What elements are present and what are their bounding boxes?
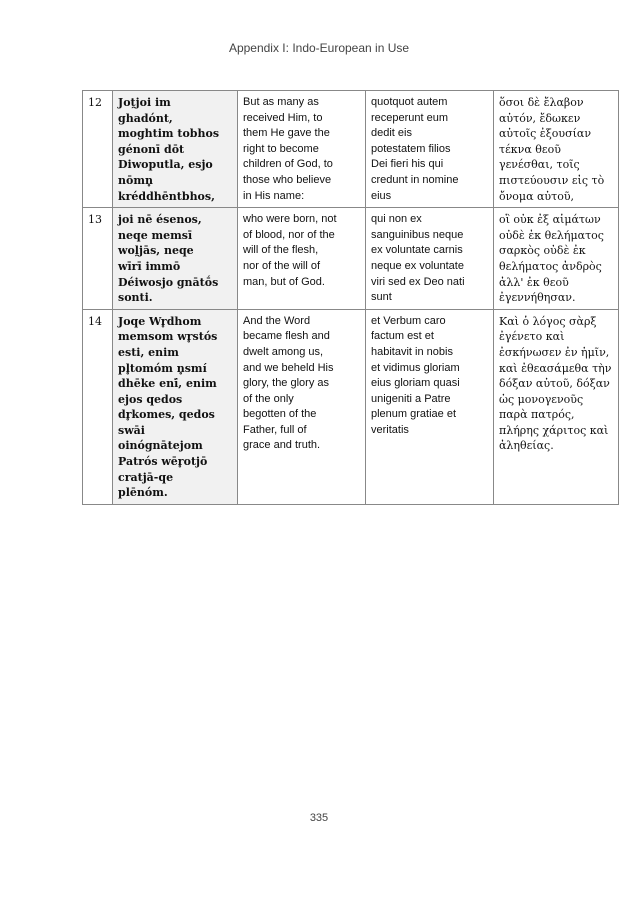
verse-number: 12 — [83, 91, 113, 208]
text-line: quotquot autem — [371, 96, 448, 108]
text-line: αὐτόν, ἔδωκεν — [499, 111, 581, 125]
text-line: swāi — [118, 423, 145, 437]
greek-text-cell — [494, 208, 619, 310]
text-line: memsom wr̥stós — [118, 330, 218, 344]
text-line: unigeniti a Patre — [371, 392, 451, 405]
text-line: right to become — [243, 142, 319, 155]
text-line: Déiwosjo gnātṓs — [118, 275, 219, 289]
greek-text-cell — [494, 91, 619, 208]
text-line: sanguinibus neque — [371, 228, 464, 241]
text-line: ἀλλ' ἐκ θεοῦ — [499, 275, 569, 289]
text-line: πιστεύουσιν εἰς τὸ — [499, 173, 605, 187]
text-line: eius — [371, 189, 392, 202]
text-line: ἐσκήνωσεν ἐν ἡμῖν, — [499, 345, 610, 359]
table-row — [83, 208, 619, 310]
translation-table-body — [83, 91, 619, 505]
text-line: oinógnātejom — [118, 439, 203, 453]
text-line: génonī dōt — [118, 142, 185, 156]
text-line: Diwoputla, esjo — [118, 158, 213, 172]
text-line: οἳ οὐκ ἐξ αἱμάτων — [499, 213, 601, 227]
text-line: cratjā-qe — [118, 470, 174, 484]
text-line: esti, enim — [118, 345, 179, 359]
english-text-cell — [238, 208, 366, 310]
pie-text-cell — [113, 309, 238, 504]
text-line: Patrós wēr̥otjō — [118, 455, 208, 469]
text-line: viri sed ex Deo nati — [371, 275, 465, 288]
text-line: kréddhēntbhos, — [118, 189, 215, 203]
latin-text-cell — [366, 309, 494, 504]
text-line: those who believe — [243, 173, 332, 186]
text-line: ἐγένετο καὶ — [499, 330, 565, 344]
text-line: receperunt eum — [371, 111, 449, 124]
table-row — [83, 309, 619, 504]
text-line: credunt in nomine — [371, 173, 459, 186]
text-line: σαρκὸς οὐδὲ ἐκ — [499, 244, 586, 258]
text-line: wīrī immō — [118, 259, 181, 273]
text-line: et Verbum caro — [371, 314, 446, 327]
text-line: τέκνα θεοῦ — [499, 142, 561, 156]
english-text-cell — [238, 309, 366, 504]
text-line: ὡς μονογενοῦς — [499, 392, 584, 406]
text-line: πλήρης χάριτος καὶ — [499, 423, 609, 437]
text-line: glory, the glory as — [243, 377, 330, 390]
text-line: and we beheld His — [243, 361, 334, 374]
text-line: Father, full of — [243, 423, 307, 436]
page-header: Appendix I: Indo-European in Use — [228, 41, 410, 55]
text-line: et vidimus gloriam — [371, 361, 460, 374]
text-line: ἐγεννήθησαν. — [499, 291, 576, 305]
text-line: nor of the will of — [243, 259, 321, 272]
text-line: wol̯jās, neqe — [118, 244, 194, 258]
text-line: sunt — [371, 291, 392, 304]
latin-text-cell — [366, 91, 494, 208]
text-line: θελήματος ἀνδρὸς — [499, 259, 602, 273]
text-line: Joqe Wr̥dhom — [118, 314, 202, 328]
text-line: ghadónt, — [118, 111, 173, 125]
text-line: veritatis — [371, 423, 409, 436]
text-line: dr̥komes, qedos — [118, 408, 215, 422]
text-line: plenum gratiae et — [371, 408, 456, 421]
text-line: καὶ ἐθεασάμεθα τὴν — [499, 361, 612, 375]
text-line: children of God, to — [243, 158, 333, 171]
text-line: αὐτοῖς ἐξουσίαν — [499, 127, 592, 141]
text-line: ex voluntate carnis — [371, 244, 463, 257]
text-line: plēnóm. — [118, 486, 168, 500]
text-line: γενέσθαι, τοῖς — [499, 158, 580, 172]
table-row — [83, 91, 619, 208]
verse-number: 14 — [83, 309, 113, 504]
english-text-cell — [238, 91, 366, 208]
pie-text-cell — [113, 208, 238, 310]
text-line: Dei fieri his qui — [371, 158, 444, 171]
greek-text-cell — [494, 309, 619, 504]
text-line: joi nē ésenos, — [118, 213, 202, 227]
text-line: ὅσοι δὲ ἔλαβον — [499, 96, 584, 109]
text-line: nōmn̥ — [118, 173, 153, 187]
text-line: received Him, to — [243, 111, 323, 124]
text-line: Jot̯joi im — [118, 96, 171, 109]
text-line: qui non ex — [371, 213, 422, 226]
verse-number: 13 — [83, 208, 113, 310]
text-line: dhēke enī́, enim — [118, 377, 217, 391]
translation-table — [82, 90, 619, 505]
text-line: them He gave the — [243, 127, 330, 140]
text-line: sonti. — [118, 291, 153, 305]
text-line: παρὰ πατρός, — [499, 408, 575, 422]
text-line: moghtim tobhos — [118, 127, 220, 141]
text-line: And the Word — [243, 314, 311, 327]
text-line: of blood, nor of the — [243, 228, 335, 241]
text-line: dwelt among us, — [243, 345, 324, 358]
text-line: who were born, not — [243, 213, 337, 226]
text-line: will of the flesh, — [243, 244, 319, 257]
page-number: 335 — [309, 812, 329, 824]
text-line: ὄνομα αὐτοῦ, — [499, 189, 575, 203]
text-line: neqe memsī — [118, 228, 193, 242]
text-line: But as many as — [243, 96, 319, 108]
text-line: potestatem filios — [371, 142, 451, 155]
text-line: ejos qedos — [118, 392, 183, 406]
text-line: became flesh and — [243, 330, 330, 343]
text-line: δόξαν αὐτοῦ, δόξαν — [499, 377, 610, 391]
text-line: ἀληθείας. — [499, 439, 554, 453]
text-line: οὐδὲ ἐκ θελήματος — [499, 228, 604, 242]
text-line: in His name: — [243, 189, 305, 202]
text-line: dedit eis — [371, 127, 412, 140]
text-line: man, but of God. — [243, 275, 325, 288]
text-line: habitavit in nobis — [371, 345, 453, 358]
latin-text-cell — [366, 208, 494, 310]
text-line: Καὶ ὁ λόγος σὰρξ — [499, 314, 597, 328]
text-line: eius gloriam quasi — [371, 377, 460, 390]
text-line: factum est et — [371, 330, 434, 343]
text-line: begotten of the — [243, 408, 317, 421]
text-line: pl̥tomóm n̥smí — [118, 361, 207, 375]
text-line: neque ex voluntate — [371, 259, 464, 272]
text-line: grace and truth. — [243, 439, 321, 452]
text-line: of the only — [243, 392, 294, 405]
pie-text-cell — [113, 91, 238, 208]
